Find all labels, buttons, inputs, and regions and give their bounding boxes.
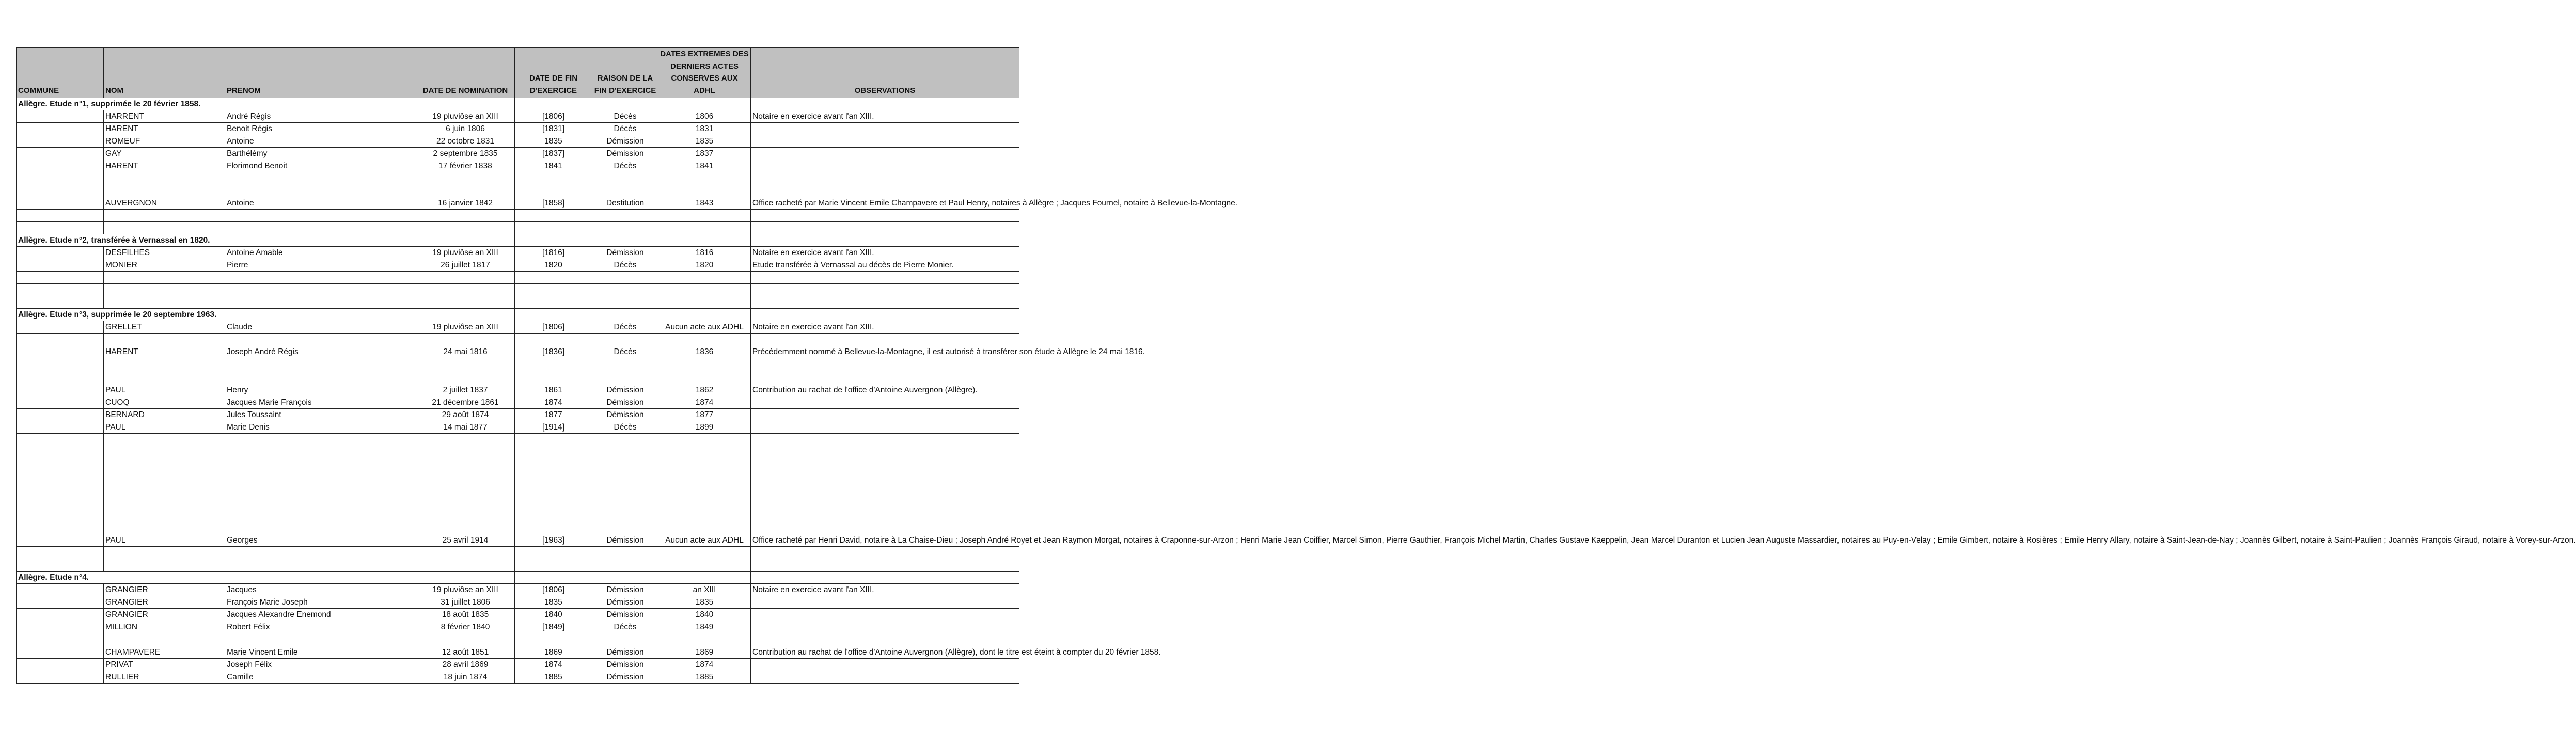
cell-dates-extremes: 1841: [658, 160, 751, 172]
cell-raison-fin: Démission: [592, 659, 658, 671]
cell-prenom: Claude: [225, 321, 416, 334]
empty-cell: [225, 559, 416, 572]
cell-prenom: Antoine Amable: [225, 247, 416, 259]
empty-row: [17, 559, 1019, 572]
empty-cell: [416, 98, 515, 110]
cell-nom: GAY: [104, 148, 225, 160]
cell-dates-extremes: 1836: [658, 334, 751, 358]
cell-date-fin: [1806]: [515, 321, 592, 334]
empty-cell: [17, 284, 104, 296]
empty-row: [17, 284, 1019, 296]
cell-date-fin: 1820: [515, 259, 592, 272]
empty-cell: [17, 222, 104, 234]
empty-cell: [751, 309, 1019, 321]
cell-date-fin: 1835: [515, 596, 592, 609]
cell-prenom: Benoit Régis: [225, 123, 416, 135]
cell-prenom: André Régis: [225, 110, 416, 123]
cell-prenom: Joseph Félix: [225, 659, 416, 671]
empty-cell: [515, 309, 592, 321]
cell-prenom: Florimond Benoit: [225, 160, 416, 172]
cell-commune: [17, 596, 104, 609]
cell-date-fin: [1806]: [515, 110, 592, 123]
empty-cell: [225, 222, 416, 234]
cell-observations: Notaire en exercice avant l'an XIII.: [751, 584, 1019, 596]
cell-dates-extremes: Aucun acte aux ADHL: [658, 321, 751, 334]
cell-date-fin: 1841: [515, 160, 592, 172]
cell-nom: HARENT: [104, 123, 225, 135]
cell-date-nomination: 19 pluviôse an XIII: [416, 584, 515, 596]
cell-date-nomination: 28 avril 1869: [416, 659, 515, 671]
cell-prenom: Barthélémy: [225, 148, 416, 160]
cell-dates-extremes: 1837: [658, 148, 751, 160]
table-row: [17, 135, 1019, 148]
section-row: [17, 234, 1019, 247]
empty-cell: [416, 222, 515, 234]
empty-cell: [515, 234, 592, 247]
empty-cell: [751, 222, 1019, 234]
empty-cell: [515, 222, 592, 234]
cell-raison-fin: Démission: [592, 148, 658, 160]
empty-cell: [751, 572, 1019, 584]
cell-prenom: Antoine: [225, 172, 416, 210]
empty-cell: [592, 272, 658, 284]
empty-cell: [416, 547, 515, 559]
header-nom: NOM: [104, 48, 225, 98]
empty-cell: [751, 272, 1019, 284]
empty-cell: [225, 272, 416, 284]
cell-raison-fin: Démission: [592, 671, 658, 684]
header-observations: OBSERVATIONS: [751, 48, 1019, 98]
empty-cell: [658, 559, 751, 572]
empty-cell: [515, 284, 592, 296]
cell-commune: [17, 148, 104, 160]
cell-observations: [751, 148, 1019, 160]
table-row: [17, 247, 1019, 259]
table-row: [17, 609, 1019, 621]
cell-raison-fin: Démission: [592, 633, 658, 659]
cell-observations: Contribution au rachat de l'office d'Antoine Auvergnon (Allègre), dont le titre est éteint à compter du 20 février 1858.: [751, 633, 1019, 659]
cell-dates-extremes: 1849: [658, 621, 751, 633]
table-row: [17, 148, 1019, 160]
empty-cell: [751, 234, 1019, 247]
cell-nom: HARENT: [104, 334, 225, 358]
cell-commune: [17, 135, 104, 148]
empty-cell: [592, 222, 658, 234]
cell-observations: Etude transférée à Vernassal au décès de Pierre Monier.: [751, 259, 1019, 272]
cell-date-nomination: 26 juillet 1817: [416, 259, 515, 272]
cell-nom: DESFILHES: [104, 247, 225, 259]
empty-cell: [751, 284, 1019, 296]
header-commune: COMMUNE: [17, 48, 104, 98]
cell-observations: [751, 596, 1019, 609]
empty-cell: [592, 284, 658, 296]
cell-commune: [17, 659, 104, 671]
empty-row: [17, 222, 1019, 234]
cell-observations: Précédemment nommé à Bellevue-la-Montagne, il est autorisé à transférer son étude à Allègre le 24 mai 1816.: [751, 334, 1019, 358]
empty-row: [17, 296, 1019, 309]
empty-cell: [515, 296, 592, 309]
cell-date-nomination: 29 août 1874: [416, 409, 515, 421]
cell-raison-fin: Démission: [592, 247, 658, 259]
empty-cell: [658, 296, 751, 309]
cell-dates-extremes: 1831: [658, 123, 751, 135]
table-row: [17, 659, 1019, 671]
cell-prenom: Marie Denis: [225, 421, 416, 434]
cell-raison-fin: Décès: [592, 123, 658, 135]
cell-raison-fin: Décès: [592, 621, 658, 633]
empty-cell: [416, 572, 515, 584]
empty-cell: [592, 296, 658, 309]
table-row: [17, 321, 1019, 334]
cell-nom: PAUL: [104, 358, 225, 396]
empty-row: [17, 272, 1019, 284]
header-date-fin: DATE DE FIN D'EXERCICE: [515, 48, 592, 98]
empty-cell: [17, 296, 104, 309]
cell-dates-extremes: 1816: [658, 247, 751, 259]
table-row: [17, 160, 1019, 172]
table-row: [17, 584, 1019, 596]
empty-cell: [416, 234, 515, 247]
section-title: Allègre. Etude n°2, transférée à Vernassal en 1820.: [17, 234, 416, 247]
cell-dates-extremes: 1899: [658, 421, 751, 434]
table-row: [17, 421, 1019, 434]
cell-dates-extremes: 1840: [658, 609, 751, 621]
cell-observations: Office racheté par Henri David, notaire à La Chaise-Dieu ; Joseph André Royet et Jean Raymon Morgat, notaires à Craponne-sur-Arzon ; Henri Marie Jean Coiffier, Marcel Simon, Pierre Gauthier, François Michel Martin, Charles Gustave Kaeppelin, Jean Marcel Duranton et Lucien Jean Auguste Massardier, notaires au Puy-en-Velay ; Emile Gimbert, notaire à Rosières ; Emile Henry Allary, notaire à Saint-Jean-de-Nay ; Joannès Gilbert, notaire à Saint-Paulien ; Joannès François Giraud, notaire à Vorey-sur-Arzon.: [751, 434, 1019, 547]
empty-cell: [592, 547, 658, 559]
cell-date-fin: 1885: [515, 671, 592, 684]
empty-cell: [416, 296, 515, 309]
section-row: [17, 98, 1019, 110]
cell-observations: [751, 659, 1019, 671]
cell-observations: Notaire en exercice avant l'an XIII.: [751, 110, 1019, 123]
cell-nom: GRELLET: [104, 321, 225, 334]
cell-date-nomination: 14 mai 1877: [416, 421, 515, 434]
cell-commune: [17, 321, 104, 334]
cell-date-fin: 1835: [515, 135, 592, 148]
empty-row: [17, 210, 1019, 222]
table-row: [17, 633, 1019, 659]
cell-date-fin: [1831]: [515, 123, 592, 135]
cell-dates-extremes: 1820: [658, 259, 751, 272]
cell-observations: Notaire en exercice avant l'an XIII.: [751, 321, 1019, 334]
cell-prenom: Jules Toussaint: [225, 409, 416, 421]
empty-cell: [751, 296, 1019, 309]
header-raison-fin: RAISON DE LA FIN D'EXERCICE: [592, 48, 658, 98]
cell-observations: [751, 621, 1019, 633]
cell-prenom: François Marie Joseph: [225, 596, 416, 609]
cell-raison-fin: Décès: [592, 110, 658, 123]
cell-commune: [17, 160, 104, 172]
cell-date-nomination: 17 février 1838: [416, 160, 515, 172]
cell-nom: PRIVAT: [104, 659, 225, 671]
cell-raison-fin: Démission: [592, 358, 658, 396]
section-title: Allègre. Etude n°3, supprimée le 20 septembre 1963.: [17, 309, 416, 321]
cell-observations: [751, 160, 1019, 172]
empty-cell: [416, 272, 515, 284]
cell-commune: [17, 110, 104, 123]
cell-date-nomination: 18 août 1835: [416, 609, 515, 621]
empty-cell: [658, 572, 751, 584]
empty-cell: [104, 284, 225, 296]
cell-date-fin: [1837]: [515, 148, 592, 160]
empty-cell: [592, 210, 658, 222]
cell-date-nomination: 21 décembre 1861: [416, 396, 515, 409]
cell-date-fin: 1861: [515, 358, 592, 396]
empty-cell: [17, 272, 104, 284]
cell-nom: MONIER: [104, 259, 225, 272]
empty-cell: [592, 309, 658, 321]
cell-date-nomination: 22 octobre 1831: [416, 135, 515, 148]
empty-cell: [17, 210, 104, 222]
empty-cell: [592, 559, 658, 572]
table-row: [17, 596, 1019, 609]
cell-date-fin: 1840: [515, 609, 592, 621]
header-dates-extremes: DATES EXTREMES DES DERNIERS ACTES CONSERVES AUX ADHL: [658, 48, 751, 98]
table-row: [17, 434, 1019, 547]
cell-raison-fin: Démission: [592, 434, 658, 547]
cell-commune: [17, 609, 104, 621]
section-title: Allègre. Etude n°4.: [17, 572, 416, 584]
empty-cell: [225, 296, 416, 309]
empty-cell: [416, 559, 515, 572]
table-row: [17, 123, 1019, 135]
cell-prenom: Pierre: [225, 259, 416, 272]
cell-dates-extremes: 1877: [658, 409, 751, 421]
empty-cell: [104, 296, 225, 309]
empty-cell: [225, 284, 416, 296]
empty-cell: [658, 284, 751, 296]
header-row: [17, 48, 1019, 98]
cell-nom: GRANGIER: [104, 584, 225, 596]
empty-cell: [515, 547, 592, 559]
cell-date-fin: [1849]: [515, 621, 592, 633]
empty-cell: [515, 559, 592, 572]
empty-cell: [658, 547, 751, 559]
cell-prenom: Henry: [225, 358, 416, 396]
cell-nom: GRANGIER: [104, 596, 225, 609]
table-row: [17, 358, 1019, 396]
cell-date-nomination: 19 pluviôse an XIII: [416, 321, 515, 334]
cell-nom: PAUL: [104, 434, 225, 547]
cell-prenom: Jacques Marie François: [225, 396, 416, 409]
cell-observations: [751, 421, 1019, 434]
cell-nom: ROMEUF: [104, 135, 225, 148]
cell-date-nomination: 8 février 1840: [416, 621, 515, 633]
empty-cell: [17, 559, 104, 572]
empty-cell: [658, 210, 751, 222]
cell-date-fin: 1869: [515, 633, 592, 659]
cell-observations: [751, 409, 1019, 421]
table-row: [17, 396, 1019, 409]
cell-date-fin: [1963]: [515, 434, 592, 547]
cell-prenom: Camille: [225, 671, 416, 684]
cell-commune: [17, 584, 104, 596]
cell-raison-fin: Démission: [592, 135, 658, 148]
cell-date-fin: [1914]: [515, 421, 592, 434]
empty-cell: [658, 222, 751, 234]
table-row: [17, 671, 1019, 684]
cell-raison-fin: Démission: [592, 584, 658, 596]
table-row: [17, 409, 1019, 421]
section-row: [17, 572, 1019, 584]
cell-date-fin: [1816]: [515, 247, 592, 259]
cell-nom: PAUL: [104, 421, 225, 434]
cell-dates-extremes: an XIII: [658, 584, 751, 596]
cell-commune: [17, 409, 104, 421]
cell-date-fin: [1806]: [515, 584, 592, 596]
cell-prenom: Antoine: [225, 135, 416, 148]
cell-date-fin: [1836]: [515, 334, 592, 358]
cell-date-fin: 1874: [515, 396, 592, 409]
cell-date-nomination: 19 pluviôse an XIII: [416, 110, 515, 123]
cell-date-nomination: 16 janvier 1842: [416, 172, 515, 210]
cell-prenom: Robert Félix: [225, 621, 416, 633]
empty-cell: [225, 547, 416, 559]
empty-cell: [104, 559, 225, 572]
cell-commune: [17, 396, 104, 409]
cell-date-nomination: 19 pluviôse an XIII: [416, 247, 515, 259]
cell-commune: [17, 621, 104, 633]
empty-cell: [751, 547, 1019, 559]
cell-observations: [751, 609, 1019, 621]
cell-raison-fin: Démission: [592, 596, 658, 609]
cell-observations: [751, 671, 1019, 684]
empty-cell: [104, 272, 225, 284]
table-row: [17, 259, 1019, 272]
empty-cell: [658, 309, 751, 321]
cell-observations: [751, 396, 1019, 409]
cell-nom: GRANGIER: [104, 609, 225, 621]
cell-observations: Notaire en exercice avant l'an XIII.: [751, 247, 1019, 259]
cell-date-fin: 1877: [515, 409, 592, 421]
cell-raison-fin: Décès: [592, 160, 658, 172]
empty-cell: [751, 210, 1019, 222]
cell-commune: [17, 358, 104, 396]
cell-commune: [17, 421, 104, 434]
empty-cell: [225, 210, 416, 222]
cell-dates-extremes: 1835: [658, 135, 751, 148]
cell-commune: [17, 247, 104, 259]
empty-cell: [592, 572, 658, 584]
cell-dates-extremes: 1874: [658, 396, 751, 409]
cell-raison-fin: Démission: [592, 396, 658, 409]
cell-date-nomination: 12 août 1851: [416, 633, 515, 659]
empty-cell: [416, 309, 515, 321]
empty-cell: [515, 98, 592, 110]
cell-raison-fin: Démission: [592, 409, 658, 421]
cell-date-nomination: 2 juillet 1837: [416, 358, 515, 396]
cell-prenom: Georges: [225, 434, 416, 547]
cell-dates-extremes: 1874: [658, 659, 751, 671]
cell-commune: [17, 633, 104, 659]
cell-nom: AUVERGNON: [104, 172, 225, 210]
empty-cell: [751, 98, 1019, 110]
section-row: [17, 309, 1019, 321]
cell-nom: BERNARD: [104, 409, 225, 421]
cell-dates-extremes: 1835: [658, 596, 751, 609]
empty-cell: [416, 210, 515, 222]
empty-cell: [658, 98, 751, 110]
table-row: [17, 621, 1019, 633]
empty-cell: [515, 210, 592, 222]
cell-date-nomination: 31 juillet 1806: [416, 596, 515, 609]
cell-prenom: Jacques Alexandre Enemond: [225, 609, 416, 621]
cell-nom: HARENT: [104, 160, 225, 172]
cell-date-nomination: 18 juin 1874: [416, 671, 515, 684]
cell-raison-fin: Décès: [592, 421, 658, 434]
cell-commune: [17, 334, 104, 358]
cell-date-fin: 1874: [515, 659, 592, 671]
cell-dates-extremes: 1862: [658, 358, 751, 396]
cell-observations: Office racheté par Marie Vincent Emile Champavere et Paul Henry, notaires à Allègre ; Jacques Fournel, notaire à Bellevue-la-Montagne.: [751, 172, 1019, 210]
header-date-nomination: DATE DE NOMINATION: [416, 48, 515, 98]
table-row: [17, 110, 1019, 123]
empty-cell: [658, 272, 751, 284]
cell-observations: [751, 123, 1019, 135]
section-title: Allègre. Etude n°1, supprimée le 20 février 1858.: [17, 98, 416, 110]
cell-nom: CHAMPAVERE: [104, 633, 225, 659]
empty-cell: [416, 284, 515, 296]
cell-date-fin: [1858]: [515, 172, 592, 210]
empty-cell: [104, 222, 225, 234]
table-row: [17, 334, 1019, 358]
empty-cell: [658, 234, 751, 247]
cell-dates-extremes: 1843: [658, 172, 751, 210]
cell-commune: [17, 671, 104, 684]
cell-raison-fin: Décès: [592, 259, 658, 272]
cell-raison-fin: Décès: [592, 321, 658, 334]
cell-raison-fin: Décès: [592, 334, 658, 358]
cell-prenom: Marie Vincent Emile: [225, 633, 416, 659]
cell-commune: [17, 123, 104, 135]
cell-commune: [17, 434, 104, 547]
empty-cell: [17, 547, 104, 559]
cell-observations: Contribution au rachat de l'office d'Antoine Auvergnon (Allègre).: [751, 358, 1019, 396]
empty-cell: [592, 98, 658, 110]
cell-nom: RULLIER: [104, 671, 225, 684]
empty-cell: [515, 272, 592, 284]
cell-date-nomination: 6 juin 1806: [416, 123, 515, 135]
header-prenom: PRENOM: [225, 48, 416, 98]
cell-prenom: Jacques: [225, 584, 416, 596]
empty-cell: [515, 572, 592, 584]
cell-prenom: Joseph André Régis: [225, 334, 416, 358]
cell-nom: MILLION: [104, 621, 225, 633]
cell-nom: HARRENT: [104, 110, 225, 123]
empty-cell: [751, 559, 1019, 572]
cell-dates-extremes: 1806: [658, 110, 751, 123]
cell-nom: CUOQ: [104, 396, 225, 409]
empty-row: [17, 547, 1019, 559]
empty-cell: [104, 547, 225, 559]
empty-cell: [592, 234, 658, 247]
cell-commune: [17, 259, 104, 272]
empty-cell: [104, 210, 225, 222]
cell-raison-fin: Destitution: [592, 172, 658, 210]
cell-commune: [17, 172, 104, 210]
cell-date-nomination: 2 septembre 1835: [416, 148, 515, 160]
cell-dates-extremes: Aucun acte aux ADHL: [658, 434, 751, 547]
cell-dates-extremes: 1885: [658, 671, 751, 684]
notaries-table: [16, 47, 2576, 684]
cell-dates-extremes: 1869: [658, 633, 751, 659]
cell-date-nomination: 24 mai 1816: [416, 334, 515, 358]
table-row: [17, 172, 1019, 210]
cell-date-nomination: 25 avril 1914: [416, 434, 515, 547]
cell-observations: [751, 135, 1019, 148]
cell-raison-fin: Démission: [592, 609, 658, 621]
